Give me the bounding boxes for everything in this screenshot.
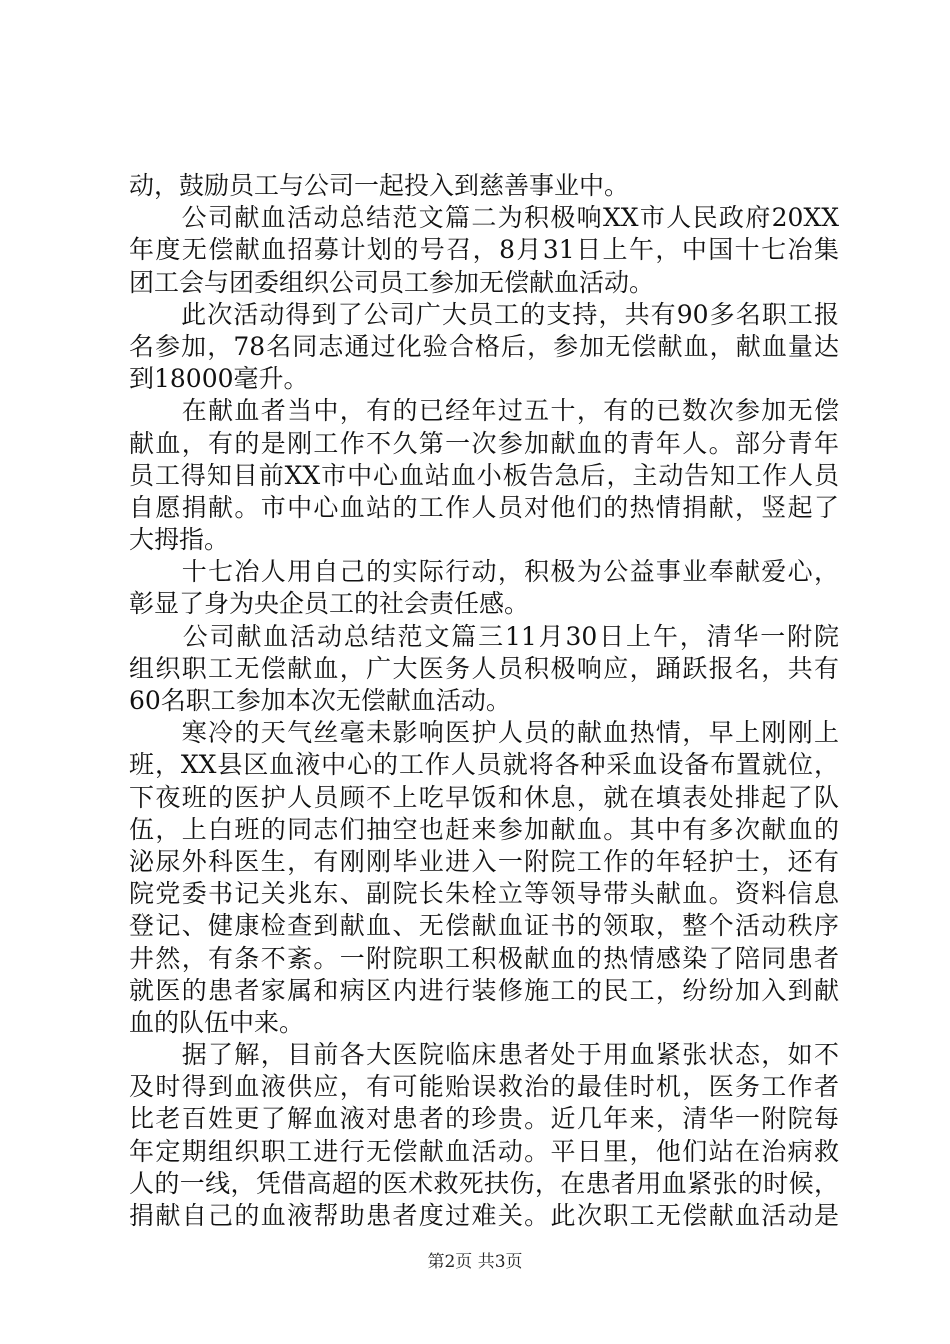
text-line: 团工会与团委组织公司员工参加无偿献血活动。 <box>129 267 655 297</box>
text-line: 动，鼓励员工与公司一起投入到慈善事业中。 <box>129 171 630 200</box>
text-line: 在献血者当中，有的已经年过五十，有的已数次参加无偿 <box>129 396 839 426</box>
text-line: 到18000毫升。 <box>129 364 309 394</box>
text-line: 名参加，78名同志通过化验合格后，参加无偿献血，献血量达 <box>129 331 839 361</box>
text-line: 公司献血活动总结范文篇三11月30日上午，清华一附院 <box>129 621 839 651</box>
text-line: 院党委书记关兆东、副院长朱栓立等领导带头献血。资料信息 <box>129 879 839 909</box>
text-line: 血的队伍中来。 <box>129 1007 305 1037</box>
text-line: 公司献血活动总结范文篇二为积极响XX市人民政府20XX <box>129 203 839 233</box>
text-line: 下夜班的医护人员顾不上吃早饭和休息，就在填表处排起了队 <box>129 782 839 812</box>
text-line: 就医的患者家属和病区内进行装修施工的民工，纷纷加入到献 <box>129 975 839 1005</box>
text-line: 泌尿外科医生，有刚刚毕业进入一附院工作的年轻护士，还有 <box>129 846 839 876</box>
text-line: 捐献自己的血液帮助患者度过难关。此次职工无偿献血活动是 <box>129 1201 839 1230</box>
page-footer: 第2页 共3页 <box>427 1252 523 1272</box>
text-line: 彰显了身为央企员工的社会责任感。 <box>129 589 530 619</box>
text-line: 此次活动得到了公司广大员工的支持，共有90多名职工报 <box>129 299 839 329</box>
text-line: 伍，上白班的同志们抽空也赶来参加献血。其中有多次献血的 <box>129 814 839 844</box>
text-line: 比老百姓更了解血液对患者的珍贵。近几年来，清华一附院每 <box>129 1104 839 1134</box>
text-line: 十七冶人用自己的实际行动，积极为公益事业奉献爱心， <box>129 557 839 587</box>
body-text <box>129 170 839 1232</box>
text-line: 组织职工无偿献血，广大医务人员积极响应，踊跃报名，共有 <box>129 653 839 683</box>
text-line: 人的一线，凭借高超的医术救死扶伤，在患者用血紧张的时候， <box>129 1168 839 1198</box>
text-line: 班，XX县区血液中心的工作人员就将各种采血设备布置就位， <box>129 750 839 780</box>
text-line: 登记、健康检查到献血、无偿献血证书的领取，整个活动秩序 <box>129 911 839 941</box>
text-line: 据了解，目前各大医院临床患者处于用血紧张状态，如不 <box>129 1040 839 1070</box>
text-line: 井然，有条不紊。一附院职工积极献血的热情感染了陪同患者 <box>129 943 839 973</box>
text-line: 60名职工参加本次无偿献血活动。 <box>129 686 511 715</box>
text-line: 自愿捐献。市中心血站的工作人员对他们的热情捐献，竖起了 <box>129 492 839 522</box>
text-line: 员工得知目前XX市中心血站血小板告急后，主动告知工作人员 <box>129 460 839 490</box>
text-line: 寒冷的天气丝毫未影响医护人员的献血热情，早上刚刚上 <box>129 718 839 748</box>
text-line: 年定期组织职工进行无偿献血活动。平日里，他们站在治病救 <box>129 1136 839 1166</box>
text-line: 及时得到血液供应，有可能贻误救治的最佳时机，医务工作者 <box>129 1072 839 1102</box>
text-line: 年度无偿献血招募计划的号召，8月31日上午，中国十七冶集 <box>129 235 839 265</box>
text-line: 献血，有的是刚工作不久第一次参加献血的青年人。部分青年 <box>129 428 839 458</box>
text-line: 大拇指。 <box>129 525 230 555</box>
